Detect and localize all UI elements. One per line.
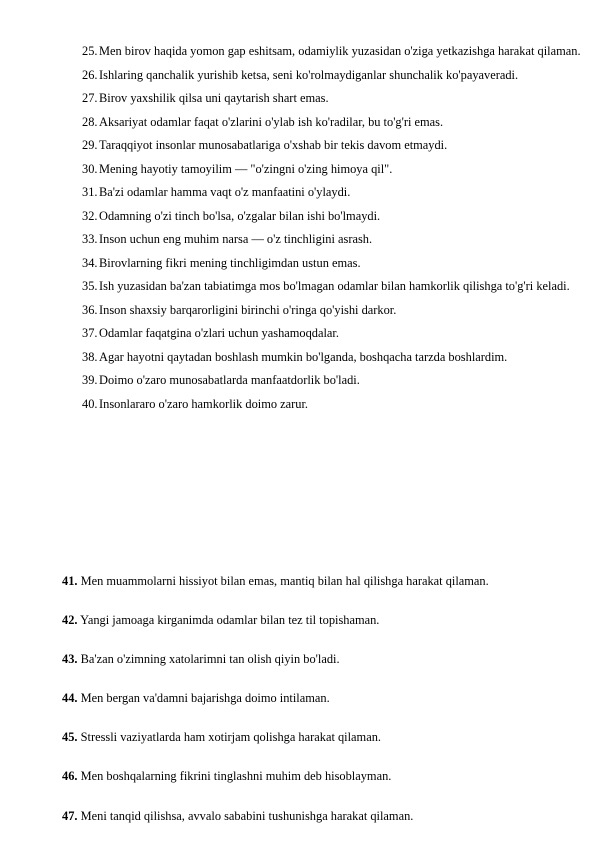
- item-number: 44.: [62, 691, 78, 706]
- item-text: Inson shaxsiy barqarorligini birinchi o'ringa qo'yishi darkor.: [99, 302, 397, 317]
- item-number: 33.: [82, 232, 98, 246]
- item-number: 39.: [82, 373, 98, 387]
- item-text: Agar hayotni qaytadan boshlash mumkin bo'lganda, boshqacha tarzda boshlardim.: [99, 349, 508, 364]
- item-text: Meni tanqid qilishsa, avvalo sababini tushunishga harakat qilaman.: [80, 808, 414, 823]
- item-text: Mening hayotiy tamoyilim — "o'zingni o'zing himoya qil".: [99, 161, 393, 176]
- numbered-list-upper: [82, 40, 582, 416]
- item-number: 31.: [82, 185, 98, 199]
- item-text: Birovlarning fikri mening tinchligimdan ustun emas.: [99, 255, 361, 270]
- item-number: 40.: [82, 396, 98, 411]
- list-item: [82, 181, 582, 205]
- list-item: [82, 87, 582, 111]
- item-text: Men birov haqida yomon gap eshitsam, odamiylik yuzasidan o'ziga yetkazishga harakat qilaman.: [99, 44, 581, 58]
- item-text: Ba'zi odamlar hamma vaqt o'z manfaatini o'ylaydi.: [99, 185, 351, 199]
- list-item: [82, 134, 582, 158]
- list-item: [82, 275, 582, 299]
- list-item: [82, 322, 582, 346]
- list-item: [82, 299, 582, 323]
- list-item: [82, 252, 582, 276]
- item-text: Men bergan va'damni bajarishga doimo intilaman.: [80, 691, 330, 706]
- item-text: Ba'zan o'zimning xatolarimni tan olish qiyin bo'ladi.: [80, 652, 340, 667]
- item-text: Odamlar faqatgina o'zlari uchun yashamoqdalar.: [99, 326, 339, 340]
- list-item: [62, 571, 582, 610]
- item-number: 30.: [82, 161, 98, 176]
- item-text: Insonlararo o'zaro hamkorlik doimo zarur.: [99, 396, 309, 411]
- item-number: 34.: [82, 255, 98, 270]
- list-item: [82, 369, 582, 393]
- item-number: 29.: [82, 138, 98, 152]
- list-item: [62, 766, 582, 805]
- item-number: 27.: [82, 91, 98, 105]
- item-number: 36.: [82, 302, 98, 317]
- list-item: [62, 806, 582, 845]
- item-number: 38.: [82, 349, 98, 364]
- list-item: [62, 649, 582, 688]
- list-item: [62, 610, 582, 649]
- item-text: Ishlaring qanchalik yurishib ketsa, seni ko'rolmaydiganlar shunchalik ko'payaveradi.: [99, 67, 519, 82]
- list-item: [82, 346, 582, 370]
- list-item: [82, 205, 582, 229]
- item-number: 43.: [62, 652, 78, 667]
- list-item: [82, 158, 582, 182]
- item-text: Ish yuzasidan ba'zan tabiatimga mos bo'lmagan odamlar bilan hamkorlik qilishga to'g'ri keladi.: [99, 279, 570, 293]
- item-text: Inson uchun eng muhim narsa — o'z tinchligini asrash.: [99, 232, 373, 246]
- item-number: 26.: [82, 67, 98, 82]
- item-number: 35.: [82, 279, 98, 293]
- item-number: 28.: [82, 114, 98, 129]
- item-number: 47.: [62, 808, 78, 823]
- list-item: [82, 40, 582, 64]
- item-number: 41.: [62, 574, 78, 588]
- item-number: 32.: [82, 208, 98, 223]
- item-number: 45.: [62, 730, 78, 745]
- item-text: Stressli vaziyatlarda ham xotirjam qolishga harakat qilaman.: [80, 730, 381, 745]
- item-number: 25.: [82, 44, 98, 58]
- list-item: [62, 688, 582, 727]
- list-item: [82, 228, 582, 252]
- item-text: Odamning o'zi tinch bo'lsa, o'zgalar bilan ishi bo'lmaydi.: [99, 208, 381, 223]
- list-item: [62, 727, 582, 766]
- item-number: 37.: [82, 326, 98, 340]
- list-item: [82, 111, 582, 135]
- numbered-list-lower: [62, 571, 582, 845]
- item-text: Men muammolarni hissiyot bilan emas, mantiq bilan hal qilishga harakat qilaman.: [80, 574, 489, 588]
- list-item: [82, 64, 582, 88]
- item-text: Men boshqalarning fikrini tinglashni muhim deb hisoblayman.: [80, 769, 392, 784]
- item-text: Doimo o'zaro munosabatlarda manfaatdorlik bo'ladi.: [99, 373, 360, 387]
- item-text: Yangi jamoaga kirganimda odamlar bilan tez til topishaman.: [80, 613, 380, 628]
- item-number: 46.: [62, 769, 78, 784]
- item-text: Taraqqiyot insonlar munosabatlariga o'xshab bir tekis davom etmaydi.: [99, 138, 448, 152]
- item-text: Aksariyat odamlar faqat o'zlarini o'ylab ish ko'radilar, bu to'g'ri emas.: [99, 114, 444, 129]
- item-number: 42.: [62, 613, 78, 628]
- item-text: Birov yaxshilik qilsa uni qaytarish shart emas.: [99, 91, 329, 105]
- list-item: [82, 393, 582, 417]
